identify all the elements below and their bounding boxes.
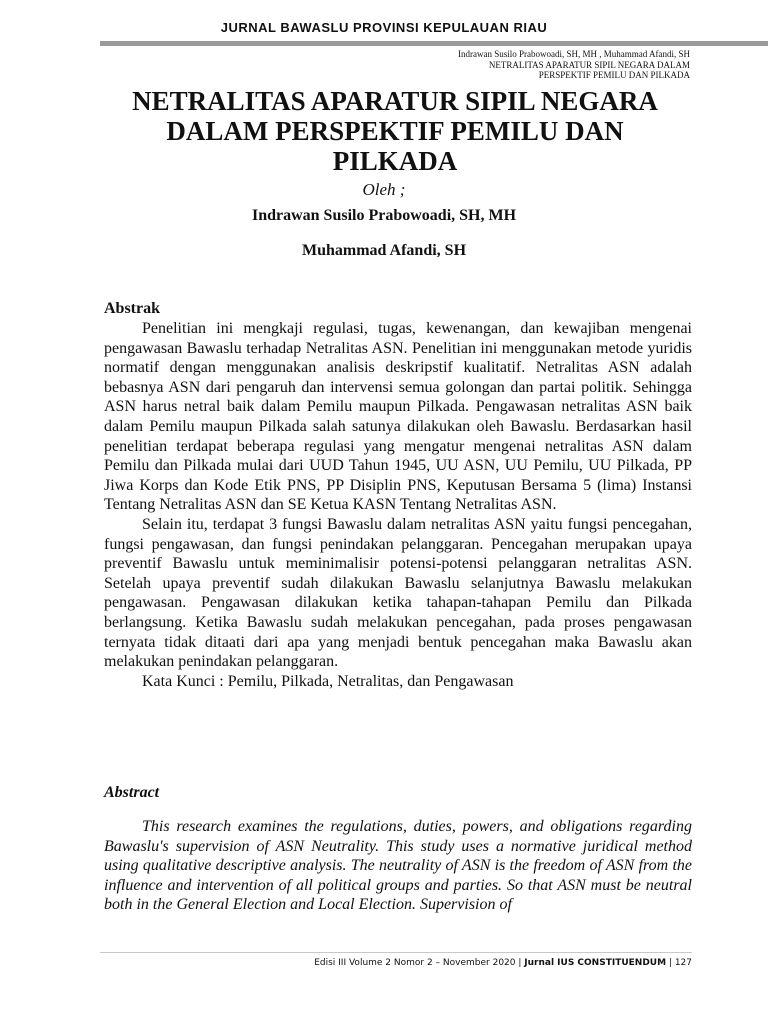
- title-line: PILKADA: [332, 146, 458, 176]
- footer-issue: Edisi III Volume 2 Nomor 2 – November 2020 |: [314, 958, 525, 968]
- abstract-paragraph: This research examines the regulations, duties, powers, and obligations regarding Bawaslu's supervision of ASN Neutrality. This study uses a normative juridical method using qualitative descriptive analysis. The neutrality of ASN is the freedom of ASN from the influence and intervention of all political groups and parties. So that ASN must be neutral both in the General Election and Local Election. Supervision of: [104, 818, 692, 914]
- journal-header: JURNAL BAWASLU PROVINSI KEPULAUAN RIAU: [220, 20, 548, 35]
- abstrak-heading: Abstrak: [104, 300, 161, 317]
- title-line: DALAM PERSPEKTIF PEMILU DAN: [166, 116, 624, 146]
- running-head-authors: Indrawan Susilo Prabowoadi, SH, MH , Muhammad Afandi, SH: [458, 49, 690, 59]
- article-title: [90, 86, 700, 176]
- abstrak-paragraph: Selain itu, terdapat 3 fungsi Bawaslu dalam netralitas ASN yaitu fungsi pencegahan, fungsi pengawasan, dan fungsi penindakan pelanggaran. Pencegahan merupakan upaya preventif Bawaslu untuk meminimalisir potensi-potensi pelanggaran netralitas ASN. Setelah upaya preventif sudah dilakukan Bawaslu selanjutnya Bawaslu melakukan pengawasan. Pengawasan dilakukan ketika tahapan-tahapan Pemilu dan Pilkada berlangsung. Ketika Bawaslu sudah melakukan pencegahan, pada proses pengawasan ternyata tidak ditaati dari apa yang menjadi bentuk pencegahan maka Bawaslu akan melakukan penindakan pelanggaran.: [104, 515, 692, 671]
- byline-label: Oleh ;: [362, 180, 406, 199]
- abstrak-paragraph: Penelitian ini mengkaji regulasi, tugas, kewenangan, dan kewajiban mengenai pengawasan Bawaslu terhadap Netralitas ASN. Penelitian ini menggunakan metode yuridis normatif dengan menggunakan analisis deskripstif kualitatif. Netralitas ASN adalah bebasnya ASN dari pengaruh dan intervensi semua golongan dan partai politik. Sehingga ASN harus netral baik dalam Pemilu maupun Pilkada. Pengawasan netralitas ASN baik dalam Pemilu maupun Pilkada salah satunya dilakukan oleh Bawaslu. Berdasarkan hasil penelitian terdapat beberapa regulasi yang mengatur mengenai netralitas ASN dalam Pemilu dan Pilkada mulai dari UUD Tahun 1945, UU ASN, UU Pemilu, UU Pilkada, PP Jiwa Korps dan Kode Etik PNS, PP Disiplin PNS, Keputusan Bersama 5 (lima) Instansi Tentang Netralitas ASN dan SE Ketua KASN Tentang Netralitas ASN.: [104, 320, 692, 514]
- page-number: | 127: [666, 958, 692, 968]
- author-2: Muhammad Afandi, SH: [301, 242, 467, 259]
- running-head-title-1: NETRALITAS APARATUR SIPIL NEGARA DALAM: [488, 59, 690, 70]
- author-1: Indrawan Susilo Prabowoadi, SH, MH: [251, 207, 517, 224]
- title-line: NETRALITAS APARATUR SIPIL NEGARA: [132, 86, 658, 116]
- abstrak-body: [104, 319, 692, 691]
- keywords: Kata Kunci : Pemilu, Pilkada, Netralitas, dan Pengawasan: [142, 672, 514, 690]
- running-head: [458, 49, 690, 81]
- footer-rule: [100, 952, 692, 953]
- header-rule: [100, 41, 768, 46]
- page-footer: [314, 958, 692, 968]
- abstract-body: [104, 817, 692, 915]
- abstract-heading: Abstract: [104, 784, 160, 801]
- running-head-title-2: PERSPEKTIF PEMILU DAN PILKADA: [538, 70, 690, 80]
- footer-journal: Jurnal IUS CONSTITUENDUM: [524, 958, 667, 968]
